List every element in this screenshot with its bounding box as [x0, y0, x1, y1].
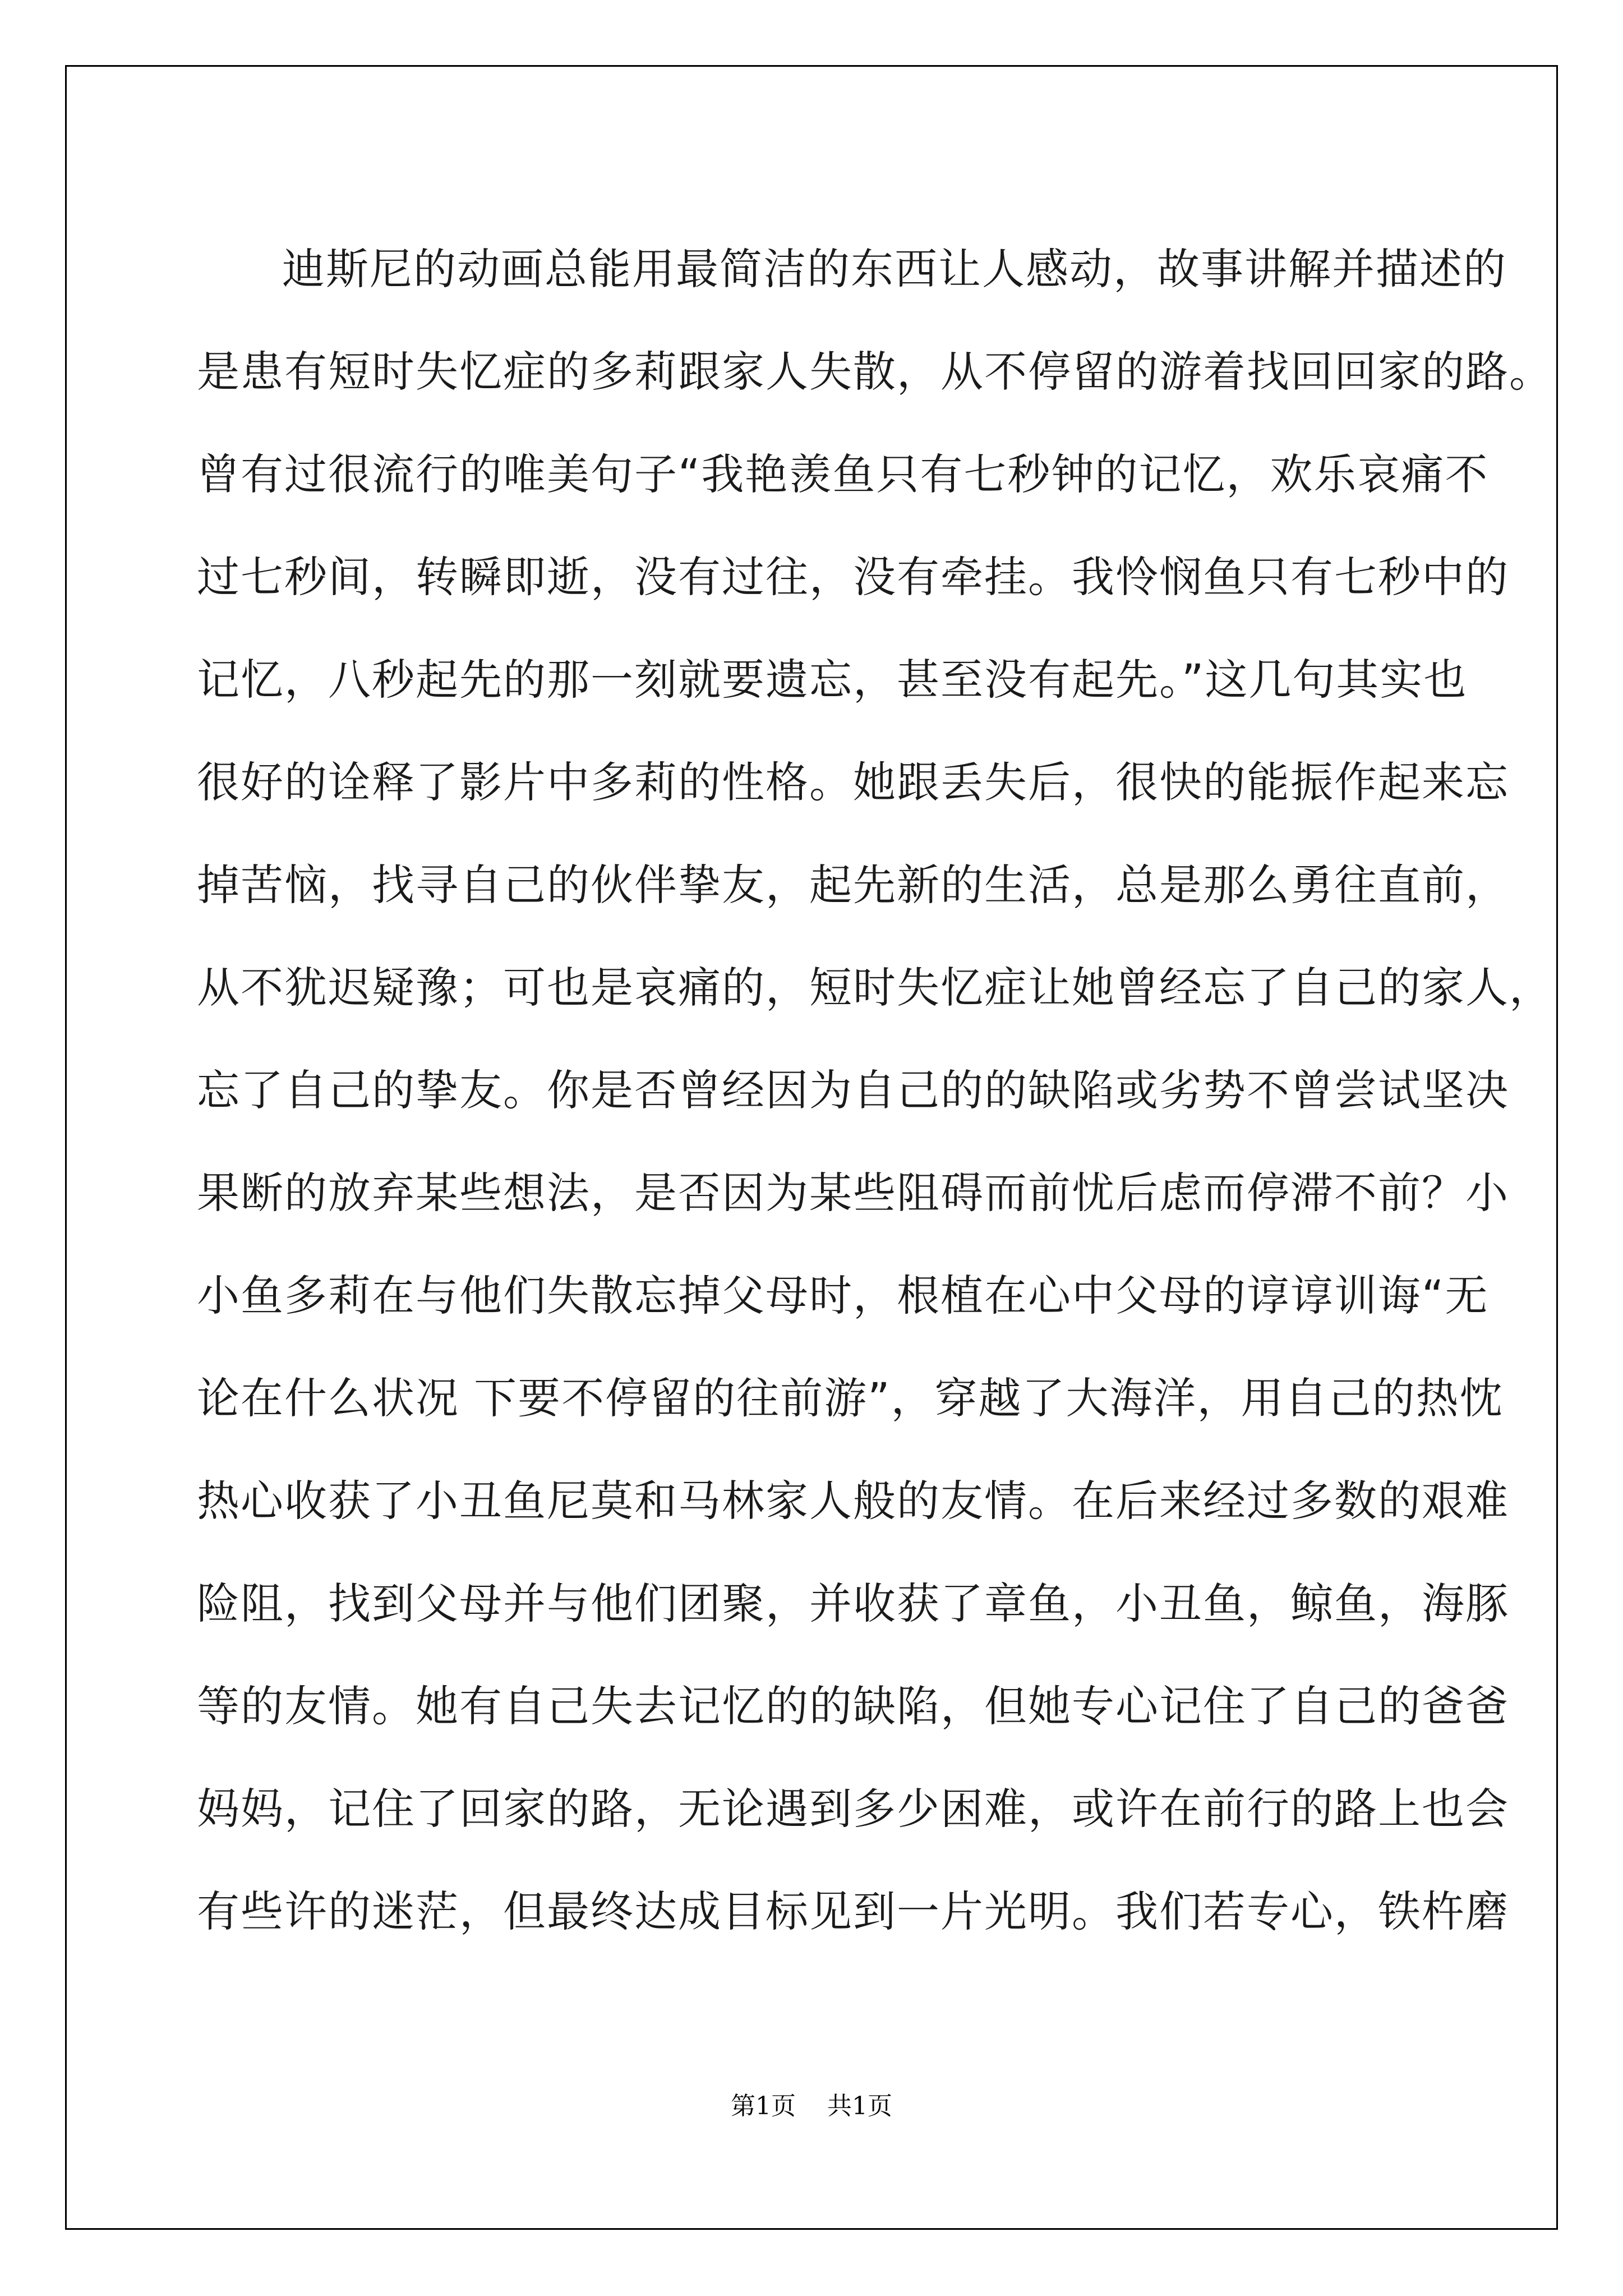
paragraph-line: 等的友情。她有自己失去记忆的的缺陷，但她专心记住了自己的爸爸: [197, 1681, 1509, 1731]
page-footer: [0, 2086, 1623, 2122]
paragraph-line: 掉苦恼，找寻自己的伙伴挚友，起先新的生活，总是那么勇往直前，: [197, 860, 1509, 910]
paragraph-line: 小鱼多莉在与他们失散忘掉父母时，根植在心中父母的谆谆训诲“无: [197, 1271, 1489, 1320]
paragraph-line: 记忆，八秒起先的那一刻就要遗忘，甚至没有起先。”这几句其实也: [197, 655, 1468, 705]
paragraph-line: 迪斯尼的动画总能用最简洁的东西让人感动，故事讲解并描述的: [282, 244, 1507, 294]
paragraph-line: 险阻，找到父母并与他们团聚，并收获了章鱼，小丑鱼，鲸鱼，海豚: [197, 1579, 1509, 1628]
paragraph-line: 忘了自己的挚友。你是否曾经因为自己的的缺陷或劣势不曾尝试坚决: [197, 1065, 1509, 1115]
paragraph-line: 有些许的迷茫，但最终达成目标见到一片光明。我们若专心，铁杵磨: [197, 1887, 1509, 1936]
paragraph-line: 很好的诠释了影片中多莉的性格。她跟丢失后，很快的能振作起来忘: [197, 757, 1509, 807]
paragraph-line: 曾有过很流行的唯美句子“我艳羡鱼只有七秒钟的记忆，欢乐哀痛不: [197, 449, 1489, 499]
paragraph-line: 论在什么状况 下要不停留的往前游”，穿越了大海洋，用自己的热忱: [197, 1373, 1504, 1423]
paragraph-line: 妈妈，记住了回家的路，无论遇到多少困难，或许在前行的路上也会: [197, 1784, 1509, 1834]
paragraph-line: 从不犹迟疑豫；可也是哀痛的，短时失忆症让她曾经忘了自己的家人，: [197, 963, 1553, 1013]
page-total: 共1页: [827, 2092, 892, 2120]
paragraph-line: 热心收获了小丑鱼尼莫和马林家人般的友情。在后来经过多数的艰难: [197, 1476, 1509, 1526]
paragraph-line: 是患有短时失忆症的多莉跟家人失散，从不停留的游着找回回家的路。: [197, 347, 1553, 397]
document-body: [197, 218, 1553, 1963]
paragraph-line: 过七秒间，转瞬即逝，没有过往，没有牵挂。我怜悯鱼只有七秒中的: [197, 552, 1509, 602]
paragraph-line: 果断的放弃某些想法，是否因为某些阻碍而前忧后虑而停滞不前？小: [197, 1168, 1509, 1218]
page-number: 第1页: [731, 2092, 796, 2120]
